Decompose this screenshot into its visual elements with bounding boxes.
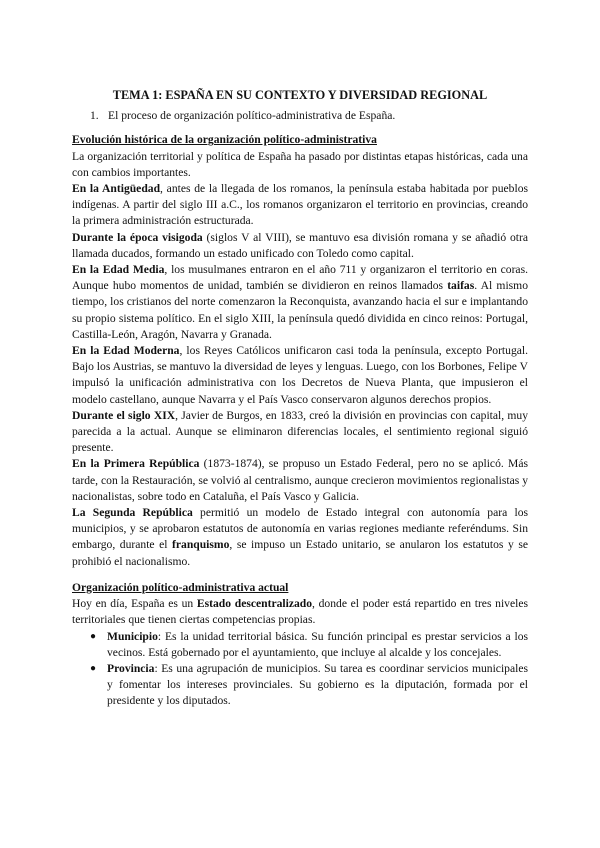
bold-term: Durante la época visigoda [72,230,203,244]
intro-paragraph-current [72,596,528,628]
paragraph-text: , los Reyes Católicos unificaron casi toda la península, excepto Portugal. Bajo los Austrias, se mantuvo la diversidad de leyes y lenguas. Luego, con los Borbones, Felipe V impulsó la unificación administrativa con los Decretos de Nueva Planta, que impusieron el modelo castellano, aunque Navarra y el País Vasco conservaron algunos derechos propios. [72,344,529,406]
bold-term: En la Antigüedad [72,182,161,196]
paragraph-text: : Es la unidad territorial básica. Su función principal es prestar servicios a los vecinos. Está gobernado por el ayuntamiento, que incluye al alcalde y los concejales. [107,629,528,659]
item-number: 1. [90,109,99,123]
bold-term: En la Edad Moderna [72,344,180,358]
list-item-provincia [90,661,528,710]
paragraph-text: Hoy en día, España es un [72,597,197,611]
paragraph-text: , antes de la llegada de los romanos, la península estaba habitada por pueblos indígenas. A partir del siglo III a.C., los romanos organizaron el territorio en provincias, creando la primera administración estructurada. [72,182,528,228]
list-item-text [107,629,528,661]
bold-term: La Segunda República [72,506,193,520]
paragraph-text: , donde el poder está repartido en tres niveles territoriales que tienen ciertas competencias propias. [72,597,529,627]
bold-term: Estado descentralizado [196,597,313,611]
paragraph-edad-moderna [72,343,528,408]
paragraph-text: . Al mismo tiempo, los cristianos del norte comenzaron la Reconquista, avanzando hacia el sur e implantando su propio sistema político. En el siglo XIII, la península quedó dividida en cinco reinos: Portugal, Castilla-León, Aragón, Navarra y Granada. [72,279,528,341]
section-heading-current: Organización político-administrativa actual [72,580,289,594]
paragraph-siglo-xix [72,408,528,457]
bullet-list [72,629,528,710]
paragraph-text: : Es una agrupación de municipios. Su tarea es coordinar servicios municipales y fomentar los intereses provinciales. Su gobierno es la diputación, formada por el presidente y los diputados. [107,661,528,708]
intro-paragraph: La organización territorial y política de España ha pasado por distintas etapas históricas, cada una con cambios importantes. [72,149,528,179]
paragraph-text: permitió un modelo de Estado integral con autonomía para los municipios, y se aprobaron estatutos de autonomía en varias regiones mediante referéndums. Sin embargo, durante el [72,506,529,552]
numbered-item [90,108,528,124]
paragraph-text: (siglos V al VIII), se mantuvo esa división romana y se añadió otra llamada ducados, formando un estado unificado con Toledo como capital. [72,230,528,260]
page-title: TEMA 1: ESPAÑA EN SU CONTEXTO Y DIVERSIDAD REGIONAL [112,88,488,102]
paragraph-text: (1873-1874), se propuso un Estado Federal, pero no se aplicó. Más tarde, con la Restauración, se volvió al centralismo, aunque crecieron movimientos regionalistas y nacionalistas, sobre todo en Cataluña, el País Vasco y Galicia. [72,457,528,503]
paragraph-visigoda [72,230,528,262]
paragraph-text: , los musulmanes entraron en el año 711 y organizaron el territorio en coras. Aunque hubo momentos de unidad, también se dividieron en reinos llamados [72,263,528,293]
paragraph-text: , Javier de Burgos, en 1833, creó la división en provincias con capital, muy parecida a la actual. Aunque se eliminaron diferencias locales, el sentimiento regional siguió presente. [72,408,528,455]
bold-term: En la Primera República [72,457,200,471]
paragraph-segunda-republica [72,505,528,570]
paragraph-primera-republica [72,456,528,505]
bold-term: Provincia [107,661,155,675]
bold-term: En la Edad Media [72,263,165,277]
document-body [72,87,528,710]
list-item-municipio [90,629,528,661]
list-item-text [107,661,528,710]
paragraph-text: , se impuso un Estado unitario, se anularon los estatutos y se prohibió el nacionalismo. [72,538,528,568]
section-spacer [72,570,528,580]
bold-term: Durante el siglo XIX [72,408,176,422]
item-text: El proceso de organización político-administrativa de España. [108,109,396,123]
bullet-icon: ● [90,662,97,674]
section-heading-historical: Evolución histórica de la organización político-administrativa [72,133,377,147]
bold-term: taifas [447,279,475,293]
paragraph-antiguedad [72,181,528,230]
bullet-icon: ● [90,630,97,642]
paragraph-edad-media [72,262,528,343]
bold-term: franquismo [172,538,230,552]
bold-term: Municipio [107,629,158,643]
